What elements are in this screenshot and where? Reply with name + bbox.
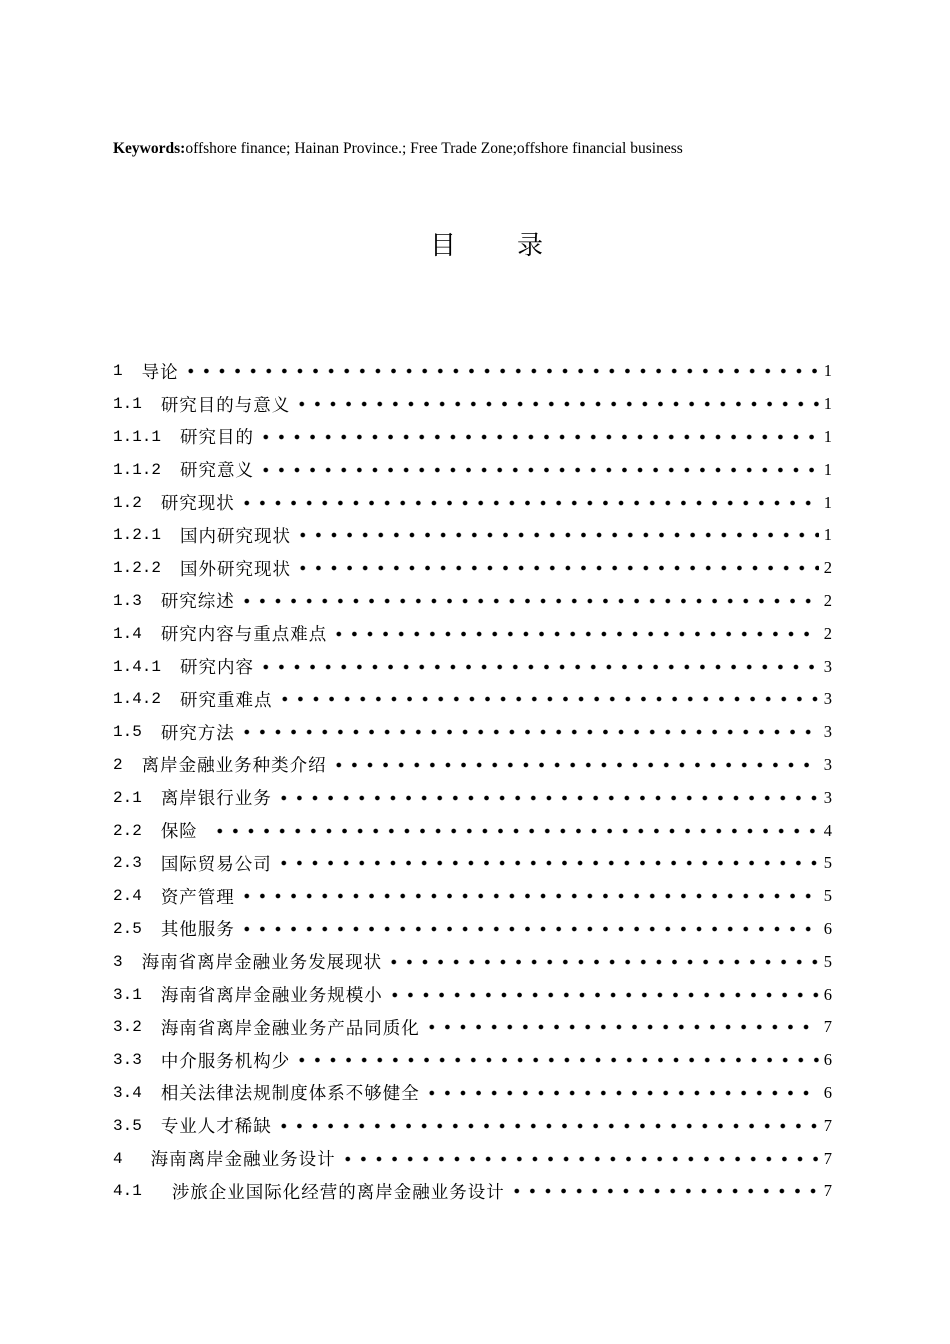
dot-leader	[239, 924, 819, 934]
table-of-contents	[113, 355, 832, 1208]
toc-entry-number: 2	[113, 755, 123, 774]
toc-entry-title: 离岸银行业务	[160, 789, 272, 810]
toc-entry-title: 研究内容	[180, 658, 255, 679]
dot-leader	[424, 1022, 819, 1032]
toc-entry	[113, 880, 832, 913]
toc-entry-number: 1.2.2	[113, 559, 162, 578]
keywords-label: Keywords:	[113, 140, 186, 157]
toc-entry-page: 7	[823, 1181, 832, 1201]
toc-entry-number: 1.3	[113, 591, 142, 610]
toc-entry	[113, 814, 832, 847]
toc-entry	[113, 388, 832, 421]
toc-entry-number: 3.4	[113, 1083, 142, 1102]
toc-entry-title: 保险	[160, 822, 198, 843]
toc-entry-page: 7	[823, 1017, 832, 1037]
toc-entry	[113, 355, 832, 388]
dot-leader	[340, 1154, 819, 1164]
dot-leader	[295, 563, 819, 573]
toc-entry	[113, 1011, 832, 1044]
toc-entry-number: 1.4.2	[113, 690, 162, 709]
toc-entry-title: 研究内容与重点难点	[160, 625, 328, 646]
dot-leader	[258, 465, 819, 475]
keywords-line	[113, 139, 683, 159]
dot-leader	[424, 1088, 819, 1098]
toc-entry-number: 1.4	[113, 624, 142, 643]
toc-entry-page: 4	[823, 820, 832, 840]
toc-entry-title: 研究方法	[160, 723, 235, 744]
toc-entry	[113, 552, 832, 585]
toc-entry-title: 研究重难点	[180, 690, 273, 711]
dot-leader	[239, 891, 819, 901]
toc-entry-number: 1.2.1	[113, 526, 162, 545]
toc-entry-title: 研究意义	[180, 461, 255, 482]
toc-entry-page: 6	[823, 1082, 832, 1102]
toc-entry-number: 4	[113, 1149, 123, 1168]
toc-entry	[113, 1175, 832, 1208]
dot-leader	[295, 530, 819, 540]
toc-entry-title: 研究目的	[180, 428, 255, 449]
dot-leader	[212, 826, 819, 836]
toc-entry-page: 1	[823, 459, 832, 479]
toc-entry-page: 3	[823, 689, 832, 709]
toc-entry-number: 4.1	[113, 1182, 142, 1201]
toc-entry-number: 2.3	[113, 854, 142, 873]
dot-leader	[331, 760, 819, 770]
toc-entry-number: 1.4.1	[113, 657, 162, 676]
dot-leader	[183, 366, 819, 376]
toc-entry	[113, 617, 832, 650]
toc-entry-number: 1.1	[113, 395, 142, 414]
toc-entry-number: 2.4	[113, 887, 142, 906]
toc-entry-title: 国际贸易公司	[160, 854, 272, 875]
toc-entry-page: 1	[823, 426, 832, 446]
toc-entry	[113, 683, 832, 716]
toc-entry-number: 1.5	[113, 723, 142, 742]
toc-entry-number: 2.5	[113, 919, 142, 938]
toc-entry-number: 3	[113, 952, 123, 971]
toc-entry	[113, 1077, 832, 1110]
toc-entry	[113, 913, 832, 946]
toc-entry-number: 3.3	[113, 1051, 142, 1070]
toc-entry-title: 其他服务	[160, 920, 235, 941]
toc-entry-page: 3	[823, 656, 832, 676]
toc-entry-title: 国外研究现状	[180, 559, 292, 580]
toc-entry-page: 6	[823, 1050, 832, 1070]
toc-entry-title: 海南省离岸金融业务产品同质化	[160, 1018, 420, 1039]
toc-entry	[113, 1142, 832, 1175]
dot-leader	[258, 662, 819, 672]
toc-entry-title: 海南省离岸金融业务规模小	[160, 986, 383, 1007]
toc-entry-number: 3.5	[113, 1116, 142, 1135]
toc-entry-title: 研究目的与意义	[160, 395, 291, 416]
dot-leader	[387, 990, 819, 1000]
toc-entry-page: 2	[823, 590, 832, 610]
toc-title: 目录	[430, 231, 605, 261]
dot-leader	[294, 1055, 819, 1065]
toc-entry-page: 5	[823, 951, 832, 971]
toc-entry-title: 国内研究现状	[180, 526, 292, 547]
toc-entry-page: 1	[823, 361, 832, 381]
toc-entry	[113, 749, 832, 782]
toc-entry-number: 3.2	[113, 1018, 142, 1037]
dot-leader	[239, 498, 819, 508]
dot-leader	[258, 432, 819, 442]
toc-entry-title: 海南省离岸金融业务发展现状	[141, 953, 383, 974]
dot-leader	[239, 596, 819, 606]
toc-entry-page: 1	[823, 394, 832, 414]
toc-entry	[113, 847, 832, 880]
dot-leader	[277, 694, 819, 704]
toc-entry	[113, 1044, 832, 1077]
toc-entry-page: 3	[823, 754, 832, 774]
toc-entry-page: 7	[823, 1148, 832, 1168]
toc-entry-title: 研究现状	[160, 494, 235, 515]
toc-entry-title: 专业人才稀缺	[160, 1117, 272, 1138]
toc-entry	[113, 486, 832, 519]
toc-entry	[113, 453, 832, 486]
dot-leader	[239, 727, 819, 737]
toc-entry-number: 2.1	[113, 788, 142, 807]
dot-leader	[276, 858, 819, 868]
dot-leader	[294, 399, 819, 409]
toc-entry-title: 相关法律法规制度体系不够健全	[160, 1084, 420, 1105]
toc-entry-number: 1.1.2	[113, 460, 162, 479]
dot-leader	[509, 1186, 819, 1196]
dot-leader	[276, 1121, 819, 1131]
toc-entry-title: 导论	[141, 362, 179, 383]
toc-entry-title: 涉旅企业国际化经营的离岸金融业务设计	[171, 1182, 505, 1203]
toc-entry-number: 1.1.1	[113, 427, 162, 446]
dot-leader	[331, 629, 819, 639]
toc-entry	[113, 421, 832, 454]
toc-entry-page: 7	[823, 1115, 832, 1135]
toc-entry	[113, 716, 832, 749]
toc-entry-page: 2	[823, 558, 832, 578]
toc-entry-number: 1.2	[113, 493, 142, 512]
dot-leader	[276, 793, 819, 803]
toc-entry-title: 海南离岸金融业务设计	[150, 1150, 336, 1171]
toc-entry-page: 6	[823, 984, 832, 1004]
toc-entry	[113, 585, 832, 618]
toc-entry-number: 3.1	[113, 985, 142, 1004]
toc-entry-title: 中介服务机构少	[160, 1051, 291, 1072]
toc-entry-number: 2.2	[113, 821, 142, 840]
toc-entry-page: 5	[823, 853, 832, 873]
toc-entry-page: 2	[823, 623, 832, 643]
toc-entry-page: 3	[823, 787, 832, 807]
keywords-text: offshore finance; Hainan Province.; Free Trade Zone;offshore financial business	[185, 140, 683, 157]
toc-entry-number: 1	[113, 362, 123, 381]
toc-entry	[113, 978, 832, 1011]
toc-entry-page: 6	[823, 918, 832, 938]
toc-entry-title: 资产管理	[160, 887, 235, 908]
dot-leader	[386, 957, 819, 967]
toc-entry	[113, 1109, 832, 1142]
toc-entry-page: 1	[823, 525, 832, 545]
toc-entry-page: 1	[823, 492, 832, 512]
toc-entry-title: 离岸金融业务种类介绍	[141, 756, 327, 777]
toc-entry	[113, 945, 832, 978]
toc-entry-page: 5	[823, 886, 832, 906]
toc-entry	[113, 519, 832, 552]
toc-entry-page: 3	[823, 722, 832, 742]
toc-entry	[113, 650, 832, 683]
toc-entry-title: 研究综述	[160, 592, 235, 613]
toc-entry	[113, 781, 832, 814]
